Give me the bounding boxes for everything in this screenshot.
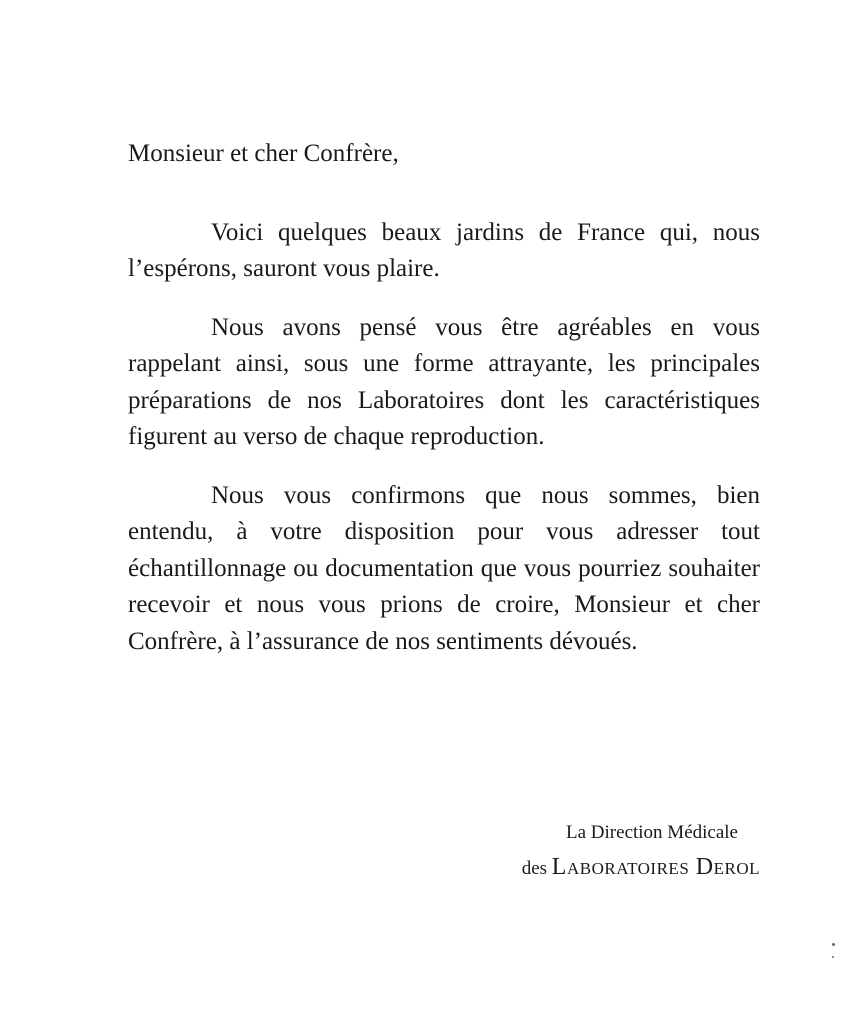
signature-prefix: des [521,858,548,879]
ink-speck [832,943,835,946]
signature-block [522,816,760,886]
paragraph-3: Nous vous confirmons que nous sommes, bien entendu, à votre disposition pour vous adresser tout échantillonnage ou documentation que vous pourriez souhaiter recevoir et nous vous prions de croire, Monsieur et cher Confrère, à l’assurance de nos sentiments dévoués. [128,481,760,655]
paragraph-1: Voici quelques beaux jardins de France qui, nous l’espérons, sauront vous plaire. [128,218,760,282]
letter-body [128,136,760,660]
ink-speck [832,956,834,958]
signature-company-line [522,850,760,886]
signature-department: La Direction Médicale [566,822,738,843]
signature-company-name: Laboratoires Derol [551,854,760,880]
paragraph-2: Nous avons pensé vous être agréables en vous rappelant ainsi, sous une forme attrayante, les principales préparations de nos Laboratoires dont les caractéristiques figurent au verso de chaque reproduction. [128,313,760,450]
salutation: Monsieur et cher Confrère, [128,140,399,167]
